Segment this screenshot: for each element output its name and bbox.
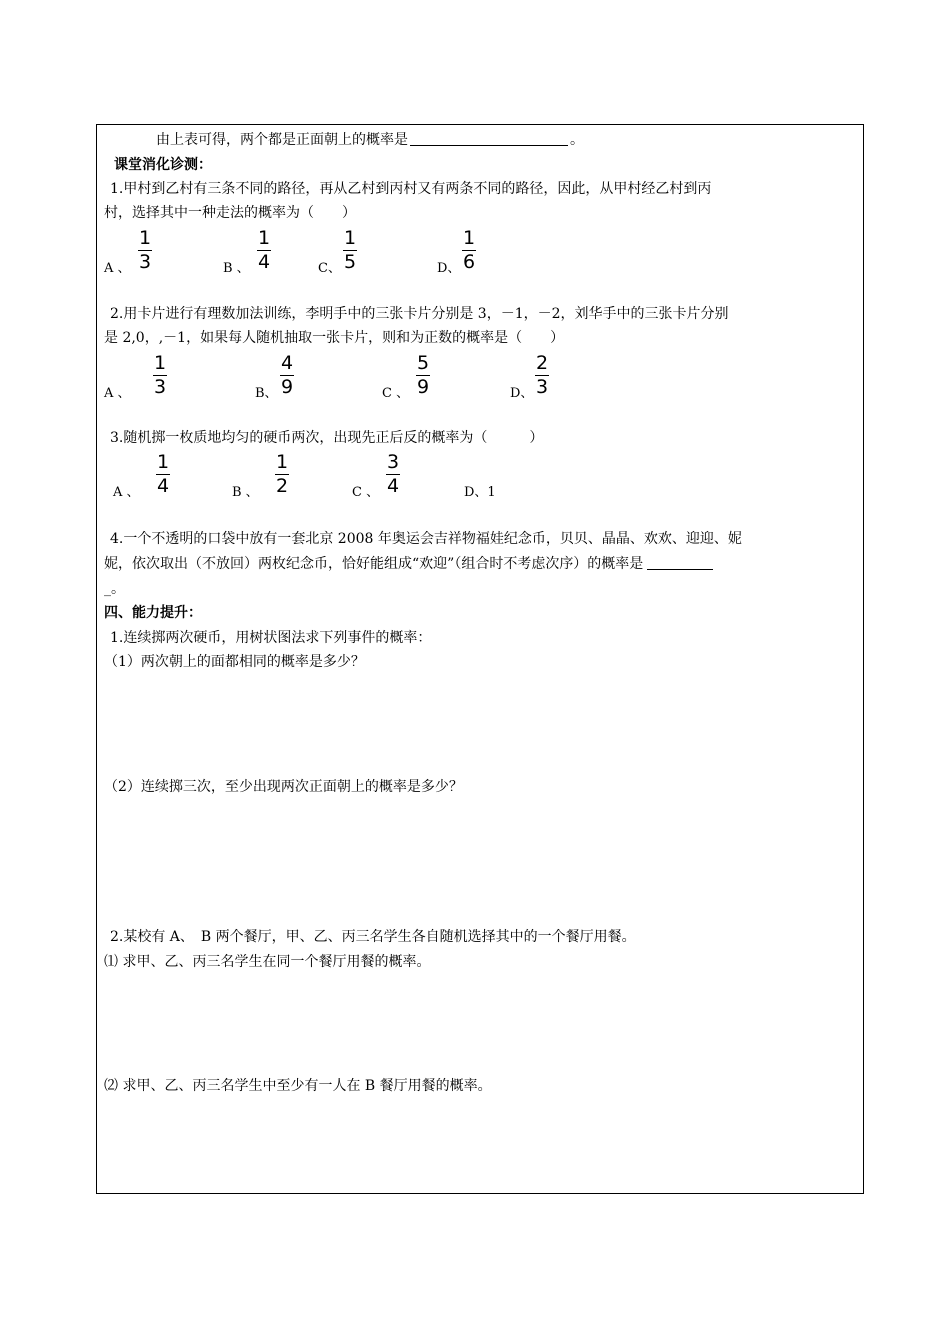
- numerator: 2: [535, 352, 549, 374]
- p1-sub2: （2）连续掷三次，至少出现两次正面朝上的概率是多少？: [104, 779, 463, 795]
- p2-line1: 2.某校有 A、 B 两个餐厅，甲、乙、丙三名学生各自随机选择其中的一个餐厅用餐。: [110, 929, 636, 945]
- denominator: 9: [416, 376, 430, 398]
- denominator: 3: [153, 376, 167, 398]
- q4-line3: _。: [104, 581, 125, 597]
- q4-line2: 妮，依次取出（不放回）两枚纪念币，恰好能组成“欢迎”（组合时不考虑次序）的概率是: [104, 556, 644, 572]
- numerator: 1: [153, 352, 167, 374]
- denominator: 6: [462, 251, 476, 273]
- q1-line1: 1.甲村到乙村有三条不同的路径，再从乙村到丙村又有两条不同的路径，因此，从甲村经乙村到丙: [110, 181, 712, 197]
- numerator: 1: [275, 451, 289, 473]
- numerator: 1: [156, 451, 170, 473]
- q3-option-c-fraction: [386, 452, 400, 496]
- q1-option-a-fraction: [138, 228, 152, 272]
- denominator: 4: [386, 475, 400, 497]
- q3-option-b-label: B 、: [232, 485, 259, 500]
- numerator: 1: [462, 227, 476, 249]
- denominator: 4: [257, 251, 271, 273]
- q1-option-a-label: A 、: [104, 261, 131, 276]
- numerator: 4: [280, 352, 294, 374]
- p1-line1: 1.连续掷两次硬币，用树状图法求下列事件的概率：: [110, 630, 432, 646]
- denominator: 4: [156, 475, 170, 497]
- q2-option-a-fraction: [153, 353, 167, 397]
- q1-option-b-label: B 、: [223, 261, 250, 276]
- denominator: 3: [535, 376, 549, 398]
- ability-heading: 四、能力提升：: [104, 605, 202, 621]
- numerator: 5: [416, 352, 430, 374]
- denominator: 9: [280, 376, 294, 398]
- numerator: 1: [138, 227, 152, 249]
- intro-line: [156, 131, 584, 149]
- q2-option-c-fraction: [416, 353, 430, 397]
- q2-option-d-fraction: [535, 353, 549, 397]
- numerator: 3: [386, 451, 400, 473]
- q1-option-d-label: D、: [437, 261, 461, 276]
- denominator: 2: [275, 475, 289, 497]
- q2-option-a-label: A 、: [104, 386, 131, 401]
- q2-line1: 2.用卡片进行有理数加法训练，李明手中的三张卡片分别是 3，－1，－2，刘华手中的三张卡片分别: [110, 306, 729, 322]
- q4-line2-wrap: [104, 555, 713, 573]
- q3-option-c-label: C 、: [352, 485, 380, 500]
- q1-line2: 村，选择其中一种走法的概率为（ ）: [104, 205, 356, 221]
- q2-option-b-label: B、: [255, 386, 278, 401]
- intro-text: 由上表可得，两个都是正面朝上的概率是: [156, 132, 408, 148]
- numerator: 1: [343, 227, 357, 249]
- q4-answer-blank[interactable]: [647, 557, 713, 570]
- q2-option-d-label: D、: [510, 386, 534, 401]
- q3-option-d: D、1: [464, 485, 496, 500]
- denominator: 3: [138, 251, 152, 273]
- q4-line1: 4.一个不透明的口袋中放有一套北京 2008 年奥运会吉祥物福娃纪念币，贝贝、晶晶、欢欢、迎迎、妮: [110, 531, 742, 547]
- q3-option-a-label: A 、: [113, 485, 140, 500]
- answer-blank[interactable]: [410, 131, 568, 146]
- q1-option-c-label: C、: [318, 261, 341, 276]
- q2-option-b-fraction: [280, 353, 294, 397]
- q2-option-c-label: C 、: [382, 386, 410, 401]
- q3-option-b-fraction: [275, 452, 289, 496]
- p1-sub1: （1）两次朝上的面都相同的概率是多少？: [104, 654, 365, 670]
- intro-end: 。: [570, 132, 584, 148]
- q3-line1: 3.随机掷一枚质地均匀的硬币两次，出现先正后反的概率为（ ）: [110, 430, 544, 446]
- q1-option-c-fraction: [343, 228, 357, 272]
- numerator: 1: [257, 227, 271, 249]
- p2-sub2: ⑵ 求甲、乙、丙三名学生中至少有一人在 B 餐厅用餐的概率。: [104, 1078, 492, 1094]
- q1-option-b-fraction: [257, 228, 271, 272]
- denominator: 5: [343, 251, 357, 273]
- q3-option-a-fraction: [156, 452, 170, 496]
- q2-line2: 是 2,0，,－1，如果每人随机抽取一张卡片，则和为正数的概率是（ ）: [104, 330, 565, 346]
- practice-heading: 课堂消化诊测：: [114, 157, 212, 173]
- q1-option-d-fraction: [462, 228, 476, 272]
- p2-sub1: ⑴ 求甲、乙、丙三名学生在同一个餐厅用餐的概率。: [104, 954, 431, 970]
